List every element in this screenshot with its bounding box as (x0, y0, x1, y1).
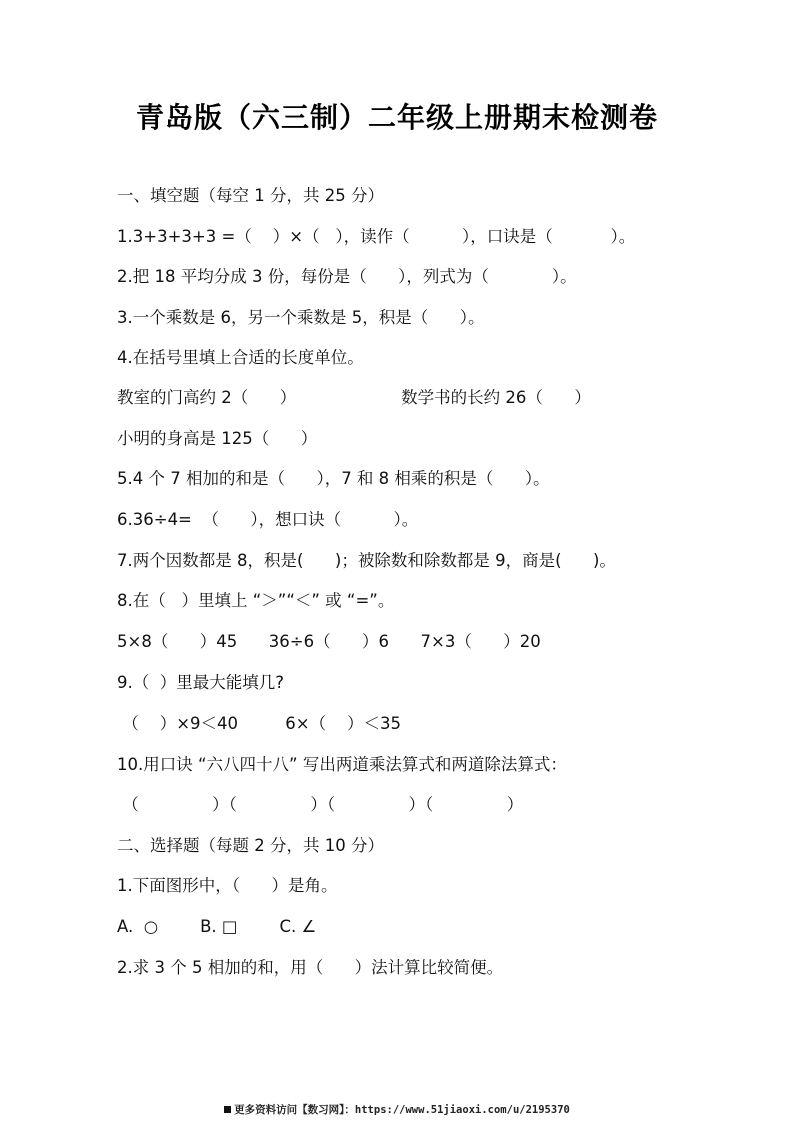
question-line: 3.一个乘数是 6，另一个乘数是 5，积是（ ）。 (117, 308, 485, 327)
question-line: 教室的门高约 2（ ） 数学书的长约 26（ ） (117, 388, 591, 407)
question-line: 2.把 18 平均分成 3 份，每份是（ ），列式为（ ）。 (117, 267, 577, 286)
question-line: A. ○ B. □ C. ∠ (117, 917, 317, 936)
question-line: 1.下面图形中，（ ）是角。 (117, 876, 338, 895)
question-line: 4.在括号里填上合适的长度单位。 (117, 348, 364, 367)
flag-icon (224, 1106, 231, 1113)
question-line: （ ）×9＜40 6×（ ）＜35 (117, 714, 402, 733)
question-line: 小明的身高是 125（ ） (117, 429, 318, 448)
section-heading-fill-in: 一、填空题（每空 1 分，共 25 分） (117, 186, 384, 205)
question-line: 5×8（ ）45 36÷6（ ）6 7×3（ ）20 (117, 632, 541, 651)
question-line: （ ）（ ）（ ）（ ） (117, 795, 524, 814)
question-line: 9.（ ）里最大能填几? (117, 673, 284, 692)
question-line: 10.用口诀 “六八四十八” 写出两道乘法算式和两道除法算式： (117, 755, 567, 774)
question-line: 6.36÷4= （ ），想口诀（ ）。 (117, 510, 419, 529)
section-heading-multiple-choice: 二、选择题（每题 2 分，共 10 分） (117, 836, 384, 855)
question-line: 1.3+3+3+3 =（ ）×（ ），读作（ ），口诀是（ ）。 (117, 227, 636, 246)
question-line: 2.求 3 个 5 相加的和，用（ ）法计算比较简便。 (117, 958, 504, 977)
question-line: 7.两个因数都是 8，积是( )；被除数和除数都是 9，商是( )。 (117, 551, 616, 570)
footer-text: 更多资料访问【数习网】：https://www.51jiaoxi.com/u/2195370 (234, 1104, 570, 1116)
question-line: 8.在（ ）里填上 “＞”“＜” 或 “=”。 (117, 591, 395, 610)
footer-link[interactable] (0, 1102, 794, 1117)
page-title: 青岛版（六三制）二年级上册期末检测卷 (135, 101, 658, 134)
question-line: 5.4 个 7 相加的和是（ ），7 和 8 相乘的积是（ ）。 (117, 469, 550, 488)
